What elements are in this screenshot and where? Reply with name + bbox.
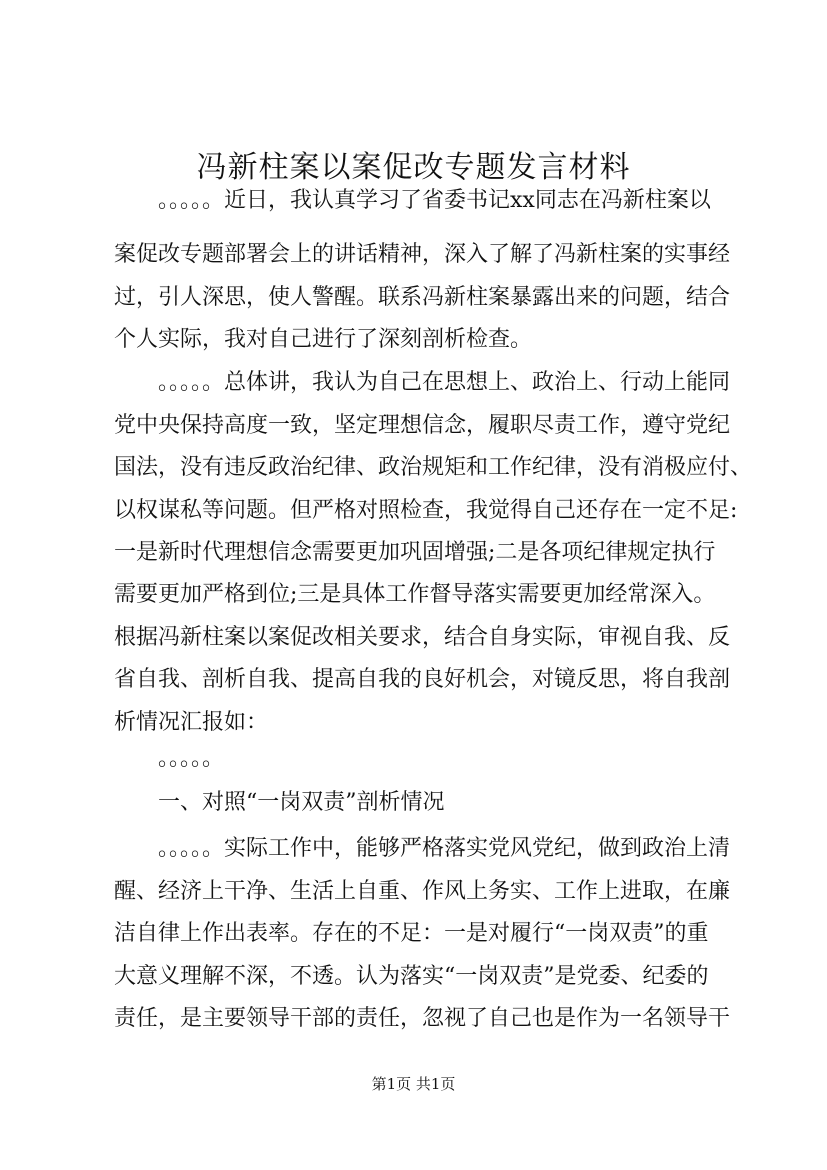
body-line: 以权谋私等问题。但严格对照检查，我觉得自己还存在一定不足: xyxy=(114,498,738,523)
body-line: 。。。。。总体讲，我认为自己在思想上、政治上、行动上能同 xyxy=(158,370,731,395)
body-line: 根据冯新柱案以案促改相关要求，结合自身实际，审视自我、反 xyxy=(114,625,731,650)
body-line: 。。。。。实际工作中，能够严格落实党风党纪，做到政治上清 xyxy=(158,836,731,861)
section-heading: 一、对照“一岗双责”剖析情况 xyxy=(158,790,445,815)
page-footer: 第1页 共1页 xyxy=(371,1075,456,1093)
body-line: 醒、经济上干净、生活上自重、作风上务实、工作上进取，在廉 xyxy=(114,879,731,904)
body-line: 过，引人深思，使人警醒。联系冯新柱案暴露出来的问题，结合 xyxy=(114,285,731,310)
body-line: 责任，是主要领导干部的责任，忽视了自己也是作为一名领导干 xyxy=(114,1006,731,1031)
body-line: 个人实际，我对自己进行了深刻剖析检查。 xyxy=(114,327,533,352)
body-line: 。。。。。近日，我认真学习了省委书记xx同志在冯新柱案以 xyxy=(158,188,711,213)
body-line: 。。。。。 xyxy=(158,746,225,771)
body-line: 析情况汇报如： xyxy=(114,710,269,735)
body-line: 大意义理解不深，不透。认为落实“一岗双责”是党委、纪委的 xyxy=(114,964,709,989)
body-line: 案促改专题部署会上的讲话精神，深入了解了冯新柱案的实事经 xyxy=(114,242,731,267)
body-line: 省自我、剖析自我、提高自我的良好机会，对镜反思，将自我剖 xyxy=(114,667,731,692)
body-line: 党中央保持高度一致，坚定理想信念，履职尽责工作，遵守党纪 xyxy=(114,413,731,438)
page-title: 冯新柱案以案促改专题发言材料 xyxy=(196,150,631,185)
body-line: 国法，没有违反政治纪律、政治规矩和工作纪律，没有消极应付、 xyxy=(114,455,753,480)
body-line: 洁自律上作出表率。存在的不足：一是对履行“一岗双责”的重 xyxy=(114,921,709,946)
body-line: 需要更加严格到位;三是具体工作督导落实需要更加经常深入。 xyxy=(114,582,716,607)
body-line: 一是新时代理想信念需要更加巩固增强;二是各项纪律规定执行 xyxy=(114,540,716,565)
